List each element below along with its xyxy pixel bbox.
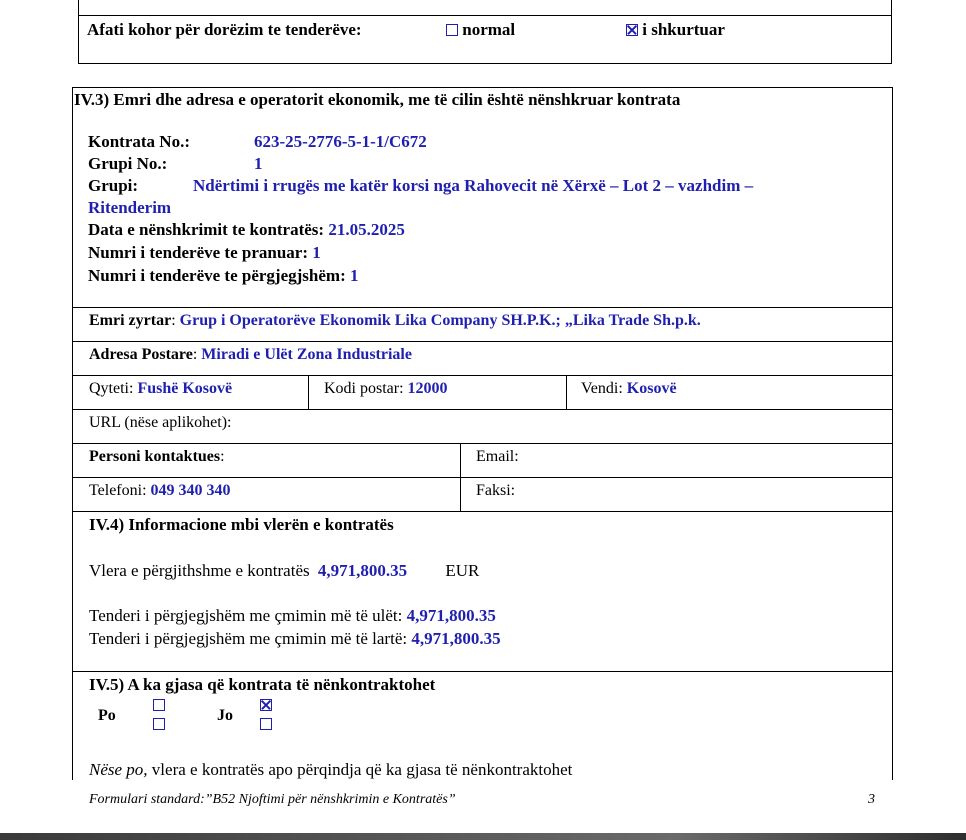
shortened-label: i shkurtuar [642,20,725,39]
received-tenders-label: Numri i tenderëve te pranuar: [88,243,309,262]
no-label: Jo [217,707,233,724]
group-no-label: Grupi No.: [88,154,168,173]
url-label: URL (nëse aplikohet): [89,414,232,431]
country-value: Kosovë [626,380,677,397]
contract-no-value: 623-25-2776-5-1-1/C672 [254,132,427,151]
contact-person-label: Personi kontaktues [89,448,221,465]
page-number: 3 [868,792,875,807]
shortened-checkbox[interactable] [626,24,638,36]
lowest-price-value: 4,971,800.35 [406,606,496,625]
normal-checkbox[interactable] [446,24,458,36]
subcontract-note: vlera e kontratës apo përqindja që ka gjasa të nënkontraktohet [147,760,573,779]
postal-address-value: Miradi e Ulët Zona Industriale [201,346,412,363]
group-label: Grupi: [88,176,139,195]
highest-price-label: Tenderi i përgjegjshëm me çmimin më të lartë: [89,629,408,648]
group-value-line1: Ndërtimi i rrugës me katër korsi nga Rahovecit në Xërxë – Lot 2 – vazhdim – [193,176,754,195]
no-checkbox-bottom[interactable] [260,718,272,730]
yes-checkbox-top[interactable] [153,699,165,711]
official-name-label: Emri zyrtar [89,312,172,329]
subcontract-note-italic: Nëse po, [89,760,148,779]
viewer-bottom-bar [0,833,966,840]
email-label: Email: [476,448,519,465]
responsive-tenders-label: Numri i tenderëve te përgjegjshëm: [88,266,346,285]
no-checkbox[interactable] [260,699,272,711]
contract-no-label: Kontrata No.: [88,132,190,151]
city-label: Qyteti: [89,380,134,397]
phone-value: 049 340 340 [150,482,231,499]
form-name: Formulari standard:”B52 Njoftimi për nënshkrimin e Kontratës” [89,792,456,807]
currency: EUR [445,561,480,580]
section-iv4-heading: IV.4) Informacione mbi vlerën e kontratës [89,515,394,534]
total-value-label: Vlera e përgjithshme e kontratës [89,561,310,580]
yes-checkbox[interactable] [153,718,165,730]
group-no-value: 1 [254,154,263,173]
postal-address-label: Adresa Postare [89,346,193,363]
fax-label: Faksi: [476,482,516,499]
deadline-label: Afati kohor për dorëzim te tenderëve: [87,20,362,39]
responsive-tenders-value: 1 [350,266,359,285]
country-label: Vendi: [581,380,623,397]
postal-code-label: Kodi postar: [324,380,404,397]
phone-label: Telefoni: [89,482,147,499]
signing-date-label: Data e nënshkrimit te kontratës: [88,220,325,239]
total-value: 4,971,800.35 [317,561,408,580]
yes-label: Po [98,707,116,724]
section-iv3-heading: IV.3) Emri dhe adresa e operatorit ekonomik, me të cilin është nënshkruar kontrata [74,90,681,109]
city-value: Fushë Kosovë [137,380,233,397]
postal-code-value: 12000 [407,380,448,397]
section-iv5-heading: IV.5) A ka gjasa që kontrata të nënkontraktohet [89,675,436,694]
group-value-line2: Ritenderim [88,198,172,217]
official-name-value: Grup i Operatorëve Ekonomik Lika Company SH.P.K.; „Lika Trade Sh.p.k. [179,312,701,329]
highest-price-value: 4,971,800.35 [411,629,501,648]
received-tenders-value: 1 [312,243,321,262]
signing-date-value: 21.05.2025 [328,220,405,239]
normal-label: normal [462,20,516,39]
lowest-price-label: Tenderi i përgjegjshëm me çmimin më të ulët: [89,606,403,625]
